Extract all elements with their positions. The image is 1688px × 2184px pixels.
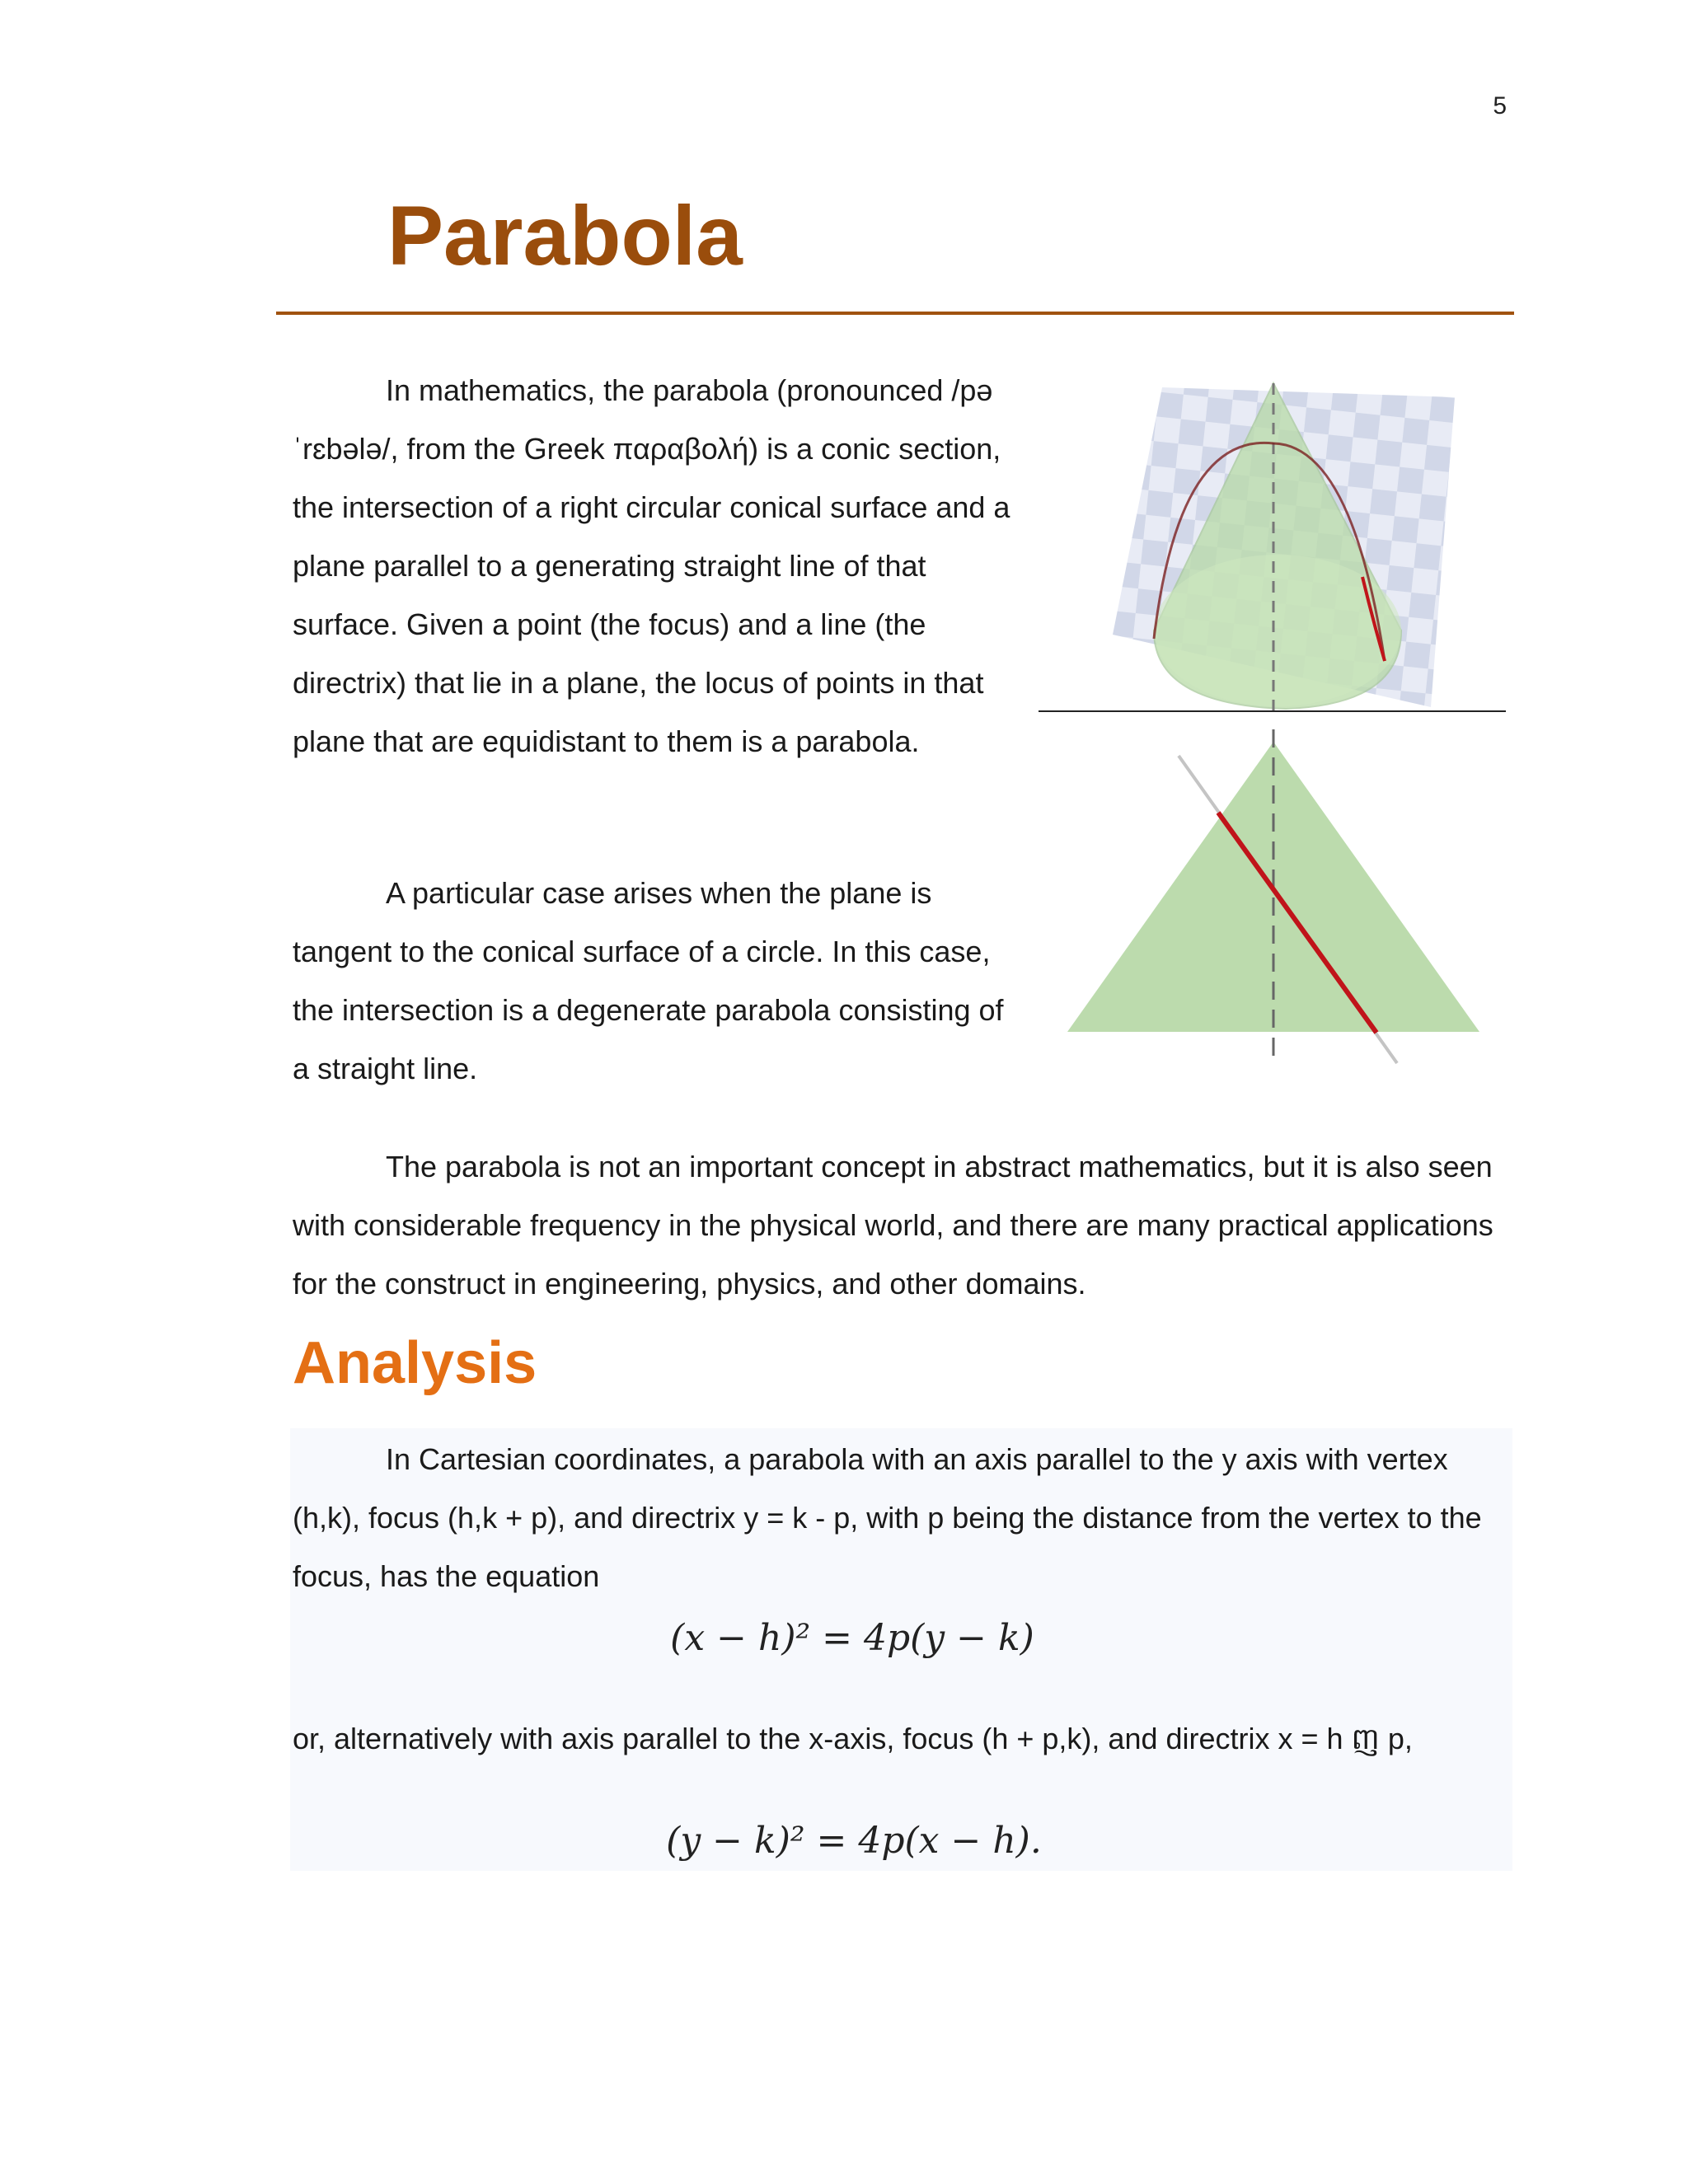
cone-side-view xyxy=(1067,729,1479,1063)
applications-text: The parabola is not an important concept in abstract mathematics, but it is also seen with considerable frequency in the physical world, and there are many practical applications for the construct in engineering, physics, and other domains. xyxy=(293,1150,1493,1301)
figure-divider xyxy=(1039,710,1506,712)
applications-paragraph xyxy=(293,1137,1512,1313)
analysis-heading: Analysis xyxy=(293,1330,537,1396)
degenerate-case-paragraph xyxy=(293,864,1022,1098)
degenerate-case-text: A particular case arises when the plane is tangent to the conical surface of a circle. In this case, the intersection is a degenerate parabola consisting of a straight line. xyxy=(293,876,1004,1085)
title-rule xyxy=(276,312,1514,315)
intro-paragraph-text: In mathematics, the parabola (pronounced /pəˈrɛbələ/, from the Greek παραβολή) is a conic section, the intersection of a right circular conical surface and a plane parallel to a generating straight line of that surface. Given a point (the focus) and a line (the directrix) that lie in a plane, the locus of points in that plane that are equidistant to them is a parabola. xyxy=(293,373,1010,758)
alternative-form-paragraph: or, alternatively with axis parallel to the x-axis, focus (h + p,k), and directrix x = h ញ p, xyxy=(293,1722,1413,1755)
parabola-equation-horizontal: (y − k)² = 4p(x − h). xyxy=(666,1820,1042,1862)
intro-paragraph xyxy=(293,361,1022,771)
page-title: Parabola xyxy=(387,189,743,283)
parabola-equation-vertical: (x − h)² = 4p(y − k) xyxy=(670,1617,1034,1659)
analysis-paragraph-text: In Cartesian coordinates, a parabola with an axis parallel to the y axis with vertex (h,k), focus (h,k + p), and directrix y = k - p, with p being the distance from the vertex to the focus, has the equation xyxy=(293,1442,1482,1593)
analysis-paragraph xyxy=(293,1430,1504,1605)
page-number: 5 xyxy=(1493,92,1507,120)
cone-3d-illustration xyxy=(1113,383,1455,717)
